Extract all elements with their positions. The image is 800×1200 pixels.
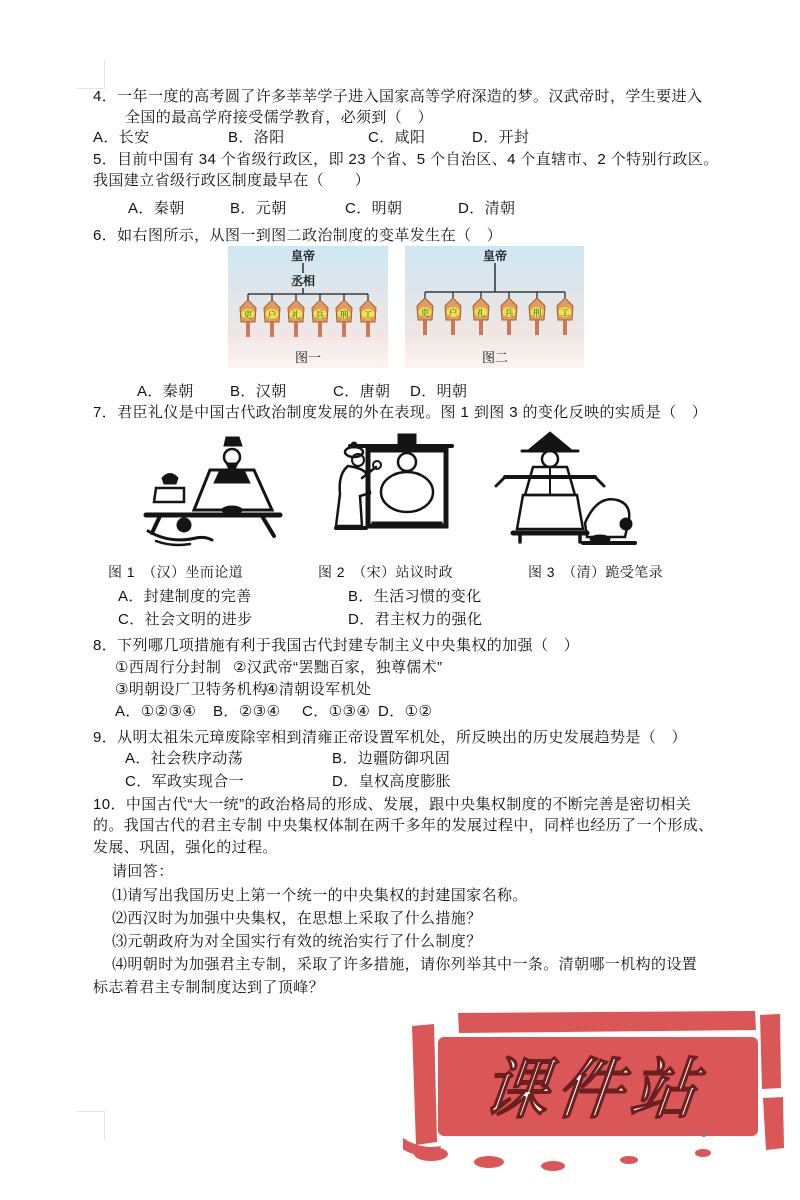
q7-option-a: A．封建制度的完善 [118, 588, 252, 605]
q10-line-3: 发展、巩固，强化的过程。 [93, 839, 278, 856]
table-corner-mark-bottom [77, 1111, 105, 1139]
fig1-chancellor-label: 丞相 [290, 274, 316, 288]
q6-option-b: B．汉朝 [230, 383, 287, 400]
q4-option-d: D．开封 [472, 129, 530, 146]
q8-option-a: A．①②③④ [115, 703, 197, 720]
fig1-emperor-label: 皇帝 [290, 249, 316, 263]
q10-sub-4-line-2: 标志着君主专制制度达到了顶峰？ [93, 979, 325, 996]
q8-item-1: ①西周行分封制 [115, 659, 222, 676]
seal-icon: 吏 [243, 310, 253, 320]
q8-option-d: D．①② [378, 703, 433, 720]
q6-line-1: 6．如右图所示，从图一到图二政治制度的变革发生在（ ） [93, 227, 503, 244]
q4-option-b: B．洛阳 [228, 129, 285, 146]
q4-option-c: C．咸阳 [368, 129, 426, 146]
q8-option-b: B．②③④ [213, 703, 281, 720]
q9-option-d: D．皇权高度膨胀 [332, 773, 452, 790]
q10-sub-3: ⑶元朝政府为对全国实行有效的统治实行了什么制度？ [112, 933, 482, 950]
seal-icon: 户 [267, 310, 277, 320]
q8-item-2: ②汉武帝“罢黜百家，独尊儒术” [233, 659, 443, 676]
q8-line-1: 8．下列哪几项措施有利于我国古代封建专制主义中央集权的加强（ ） [93, 637, 580, 654]
q5-line-1: 5．目前中国有 34 个省级行政区，即 23 个省、5 个自治区、4 个直辖市、2 个特别行政区。 [93, 151, 719, 168]
q10-sub-4-line-1: ⑷明朝时为加强君主专制，采取了许多措施，请你列举其中一条。清朝哪一机构的设置 [112, 956, 698, 973]
q10-prompt: 请回答： [112, 863, 174, 880]
q7-option-c: C．社会文明的进步 [118, 611, 253, 628]
q4-option-a: A．长安 [93, 129, 150, 146]
figure-panel-1 [228, 246, 388, 368]
q9-option-c: C．军政实现合一 [125, 773, 245, 790]
q9-line-1: 9．从明太祖朱元璋废除宰相到清雍正帝设置军机处，所反映出的历史发展趋势是（ ） [93, 729, 687, 746]
table-corner-mark-top [77, 61, 105, 89]
seal-icon: 吏 [420, 308, 430, 318]
q10-sub-2: ⑵西汉时为加强中央集权，在思想上采取了什么措施？ [112, 910, 482, 927]
q5-option-c: C．明朝 [345, 200, 403, 217]
q4-line-2: 全国的最高学府接受儒学教育，必须到（ ） [125, 109, 434, 126]
seal-icon: 兵 [315, 310, 325, 320]
q7-option-b: B．生活习惯的变化 [348, 588, 482, 605]
q7-caption-1: 图 1 （汉）坐而论道 [108, 564, 244, 580]
q10-line-1: 10．中国古代“大一统”的政治格局的形成、发展，跟中央集权制度的不断完善是密切相关 [93, 796, 692, 813]
fig2-caption: 图二 [481, 350, 509, 365]
q8-option-c: C．①③④ [302, 703, 371, 720]
watermark-text: 课件站 [478, 1053, 709, 1127]
fig1-caption: 图一 [294, 350, 322, 365]
q10-sub-1: ⑴请写出我国历史上第一个统一的中央集权的封建国家名称。 [112, 887, 528, 904]
q5-option-b: B．元朝 [230, 200, 287, 217]
q10-line-2: 的。我国古代的君主专制 中央集权体制在两千多年的发展过程中，同样也经历了一个形成、 [93, 817, 714, 834]
seal-icon: 刑 [339, 310, 349, 320]
seal-icon: 礼 [476, 308, 486, 318]
q7-option-d: D．君主权力的强化 [348, 611, 483, 628]
q8-item-3: ③明朝设厂卫特务机构 [115, 681, 268, 698]
seal-icon: 兵 [504, 308, 514, 318]
fig2-emperor-label: 皇帝 [482, 249, 508, 263]
q5-line-2: 我国建立省级行政区制度最早在（ ） [93, 172, 371, 189]
q6-org-chart-figure [228, 246, 584, 368]
seal-icon: 工 [560, 308, 570, 318]
han-seated-discussion-sketch [132, 428, 292, 550]
figure-panel-2 [405, 246, 584, 368]
q4-line-1: 4．一年一度的高考圆了许多莘莘学子进入国家高等学府深造的梦。汉武帝时，学生要进入 [93, 88, 703, 105]
seal-icon: 工 [363, 310, 373, 320]
kejianzhan-stamp [403, 1000, 795, 1175]
q6-option-c: C．唐朝 [333, 383, 391, 400]
seal-icon: 户 [448, 308, 458, 318]
q6-option-a: A．秦朝 [137, 383, 194, 400]
q7-caption-2: 图 2 （宋）站议时政 [318, 564, 454, 580]
page-number: - 3 - [692, 1128, 717, 1140]
q9-option-a: A．社会秩序动荡 [125, 750, 244, 767]
q5-option-a: A．秦朝 [128, 200, 185, 217]
q8-item-4: ④清朝设军机处 [265, 681, 372, 698]
q5-option-d: D．清朝 [458, 200, 516, 217]
seal-icon: 礼 [291, 310, 301, 320]
q6-option-d: D．明朝 [410, 383, 468, 400]
q7-line-1: 7．君臣礼仪是中国古代政治制度发展的外在表现。图 1 到图 3 的变化反映的实质是（ ） [93, 404, 708, 421]
song-standing-audience-sketch [302, 430, 454, 550]
q7-caption-3: 图 3 （清）跪受笔录 [528, 564, 664, 580]
q9-option-b: B．边疆防御巩固 [332, 750, 451, 767]
qing-kneeling-scribe-sketch [465, 425, 637, 557]
seal-icon: 刑 [532, 308, 542, 318]
